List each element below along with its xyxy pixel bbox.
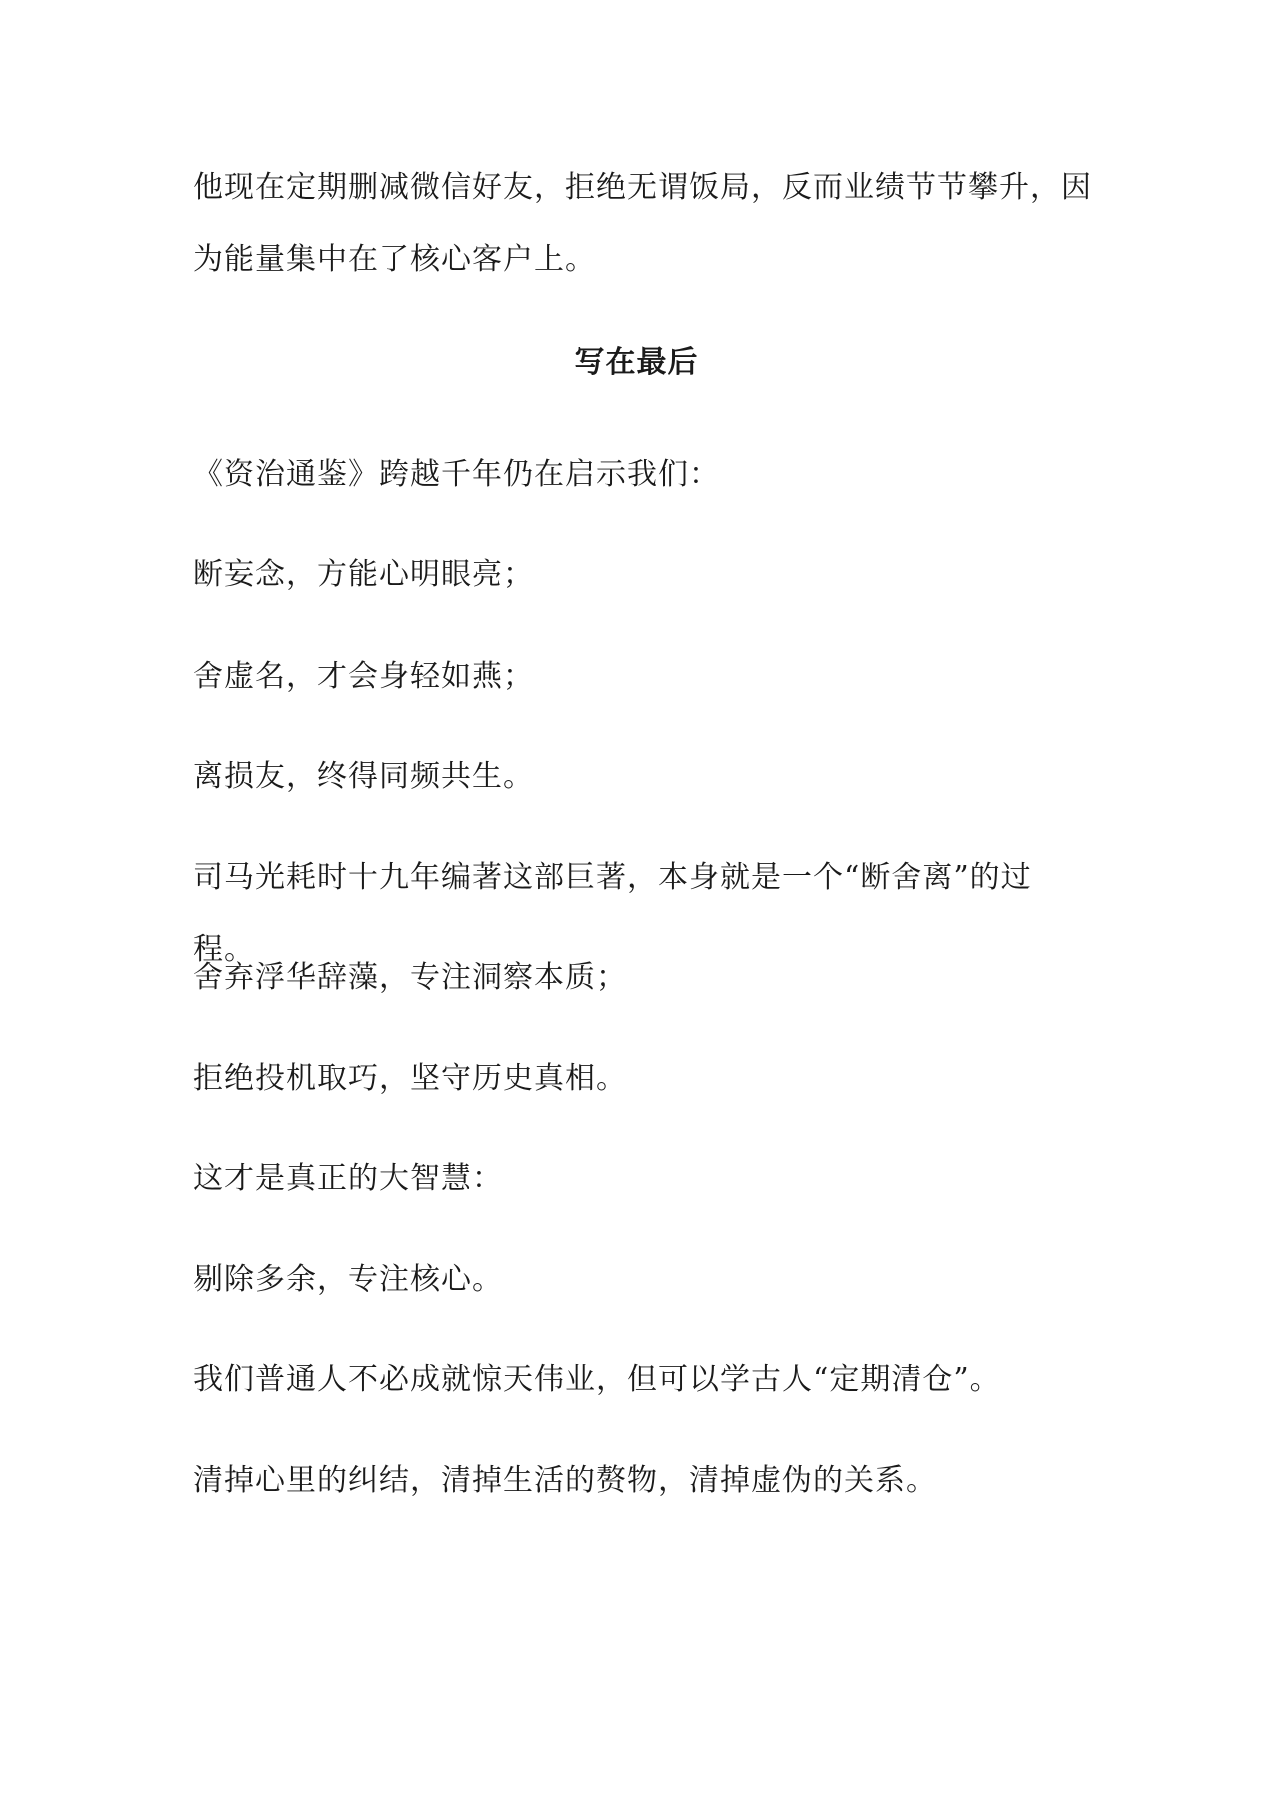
paragraph-8: 这才是真正的大智慧： <box>193 1161 503 1196</box>
intro-paragraph: 他现在定期删减微信好友，拒绝无谓饭局，反而业绩节节攀升，因为能量集中在了核心客户上。 <box>193 170 1092 277</box>
paragraph-3: 舍虚名，才会身轻如燕； <box>193 659 534 694</box>
paragraph-9: 剔除多余，专注核心。 <box>193 1262 503 1297</box>
paragraph-1: 《资治通鉴》跨越千年仍在启示我们： <box>193 457 720 492</box>
paragraph-7: 拒绝投机取巧，坚守历史真相。 <box>193 1061 627 1096</box>
section-heading: 写在最后 <box>574 345 699 380</box>
paragraph-2: 断妄念，方能心明眼亮； <box>193 557 534 592</box>
paragraph-5: 司马光耗时十九年编著这部巨著，本身就是一个“断舍离”的过程。 <box>193 860 1032 967</box>
paragraph-4: 离损友，终得同频共生。 <box>193 759 534 794</box>
paragraph-6: 舍弃浮华辞藻，专注洞察本质； <box>193 960 627 995</box>
paragraph-11: 清掉心里的纠结，清掉生活的赘物，清掉虚伪的关系。 <box>193 1463 937 1498</box>
paragraph-10: 我们普通人不必成就惊天伟业，但可以学古人“定期清仓”。 <box>193 1362 1001 1397</box>
